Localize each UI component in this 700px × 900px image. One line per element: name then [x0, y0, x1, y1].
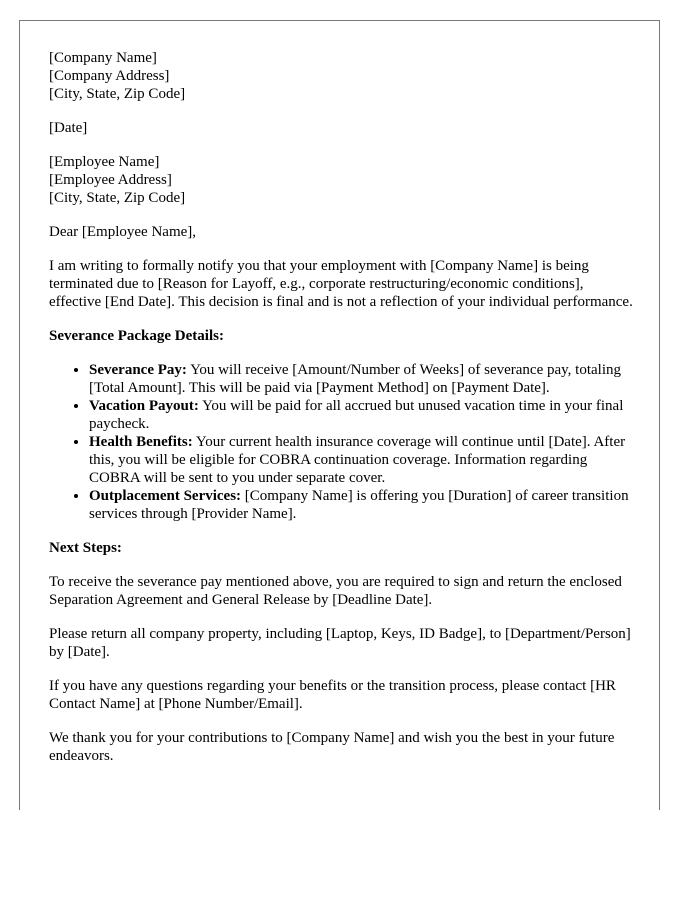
list-item-text: You will be paid for all accrued but unused vacation time in your final paycheck.	[89, 398, 624, 432]
sender-city-state-zip: [City, State, Zip Code]	[49, 86, 186, 102]
salutation: Dear [Employee Name],	[49, 224, 197, 240]
next-steps-paragraph-property: Please return all company property, including [Laptop, Keys, ID Badge], to [Department/Person] by [Date].	[49, 626, 631, 660]
severance-heading: Severance Package Details:	[49, 328, 224, 344]
recipient-employee-name: [Employee Name]	[49, 154, 160, 170]
intro-paragraph: I am writing to formally notify you that your employment with [Company Name] is being terminated due to [Reason for Layoff, e.g., corporate restructuring/economic conditions], effective [End Date]. This decision is final and is not a reflection of your individual performance.	[49, 258, 633, 310]
letter-date: [Date]	[49, 120, 88, 136]
recipient-address-block	[49, 153, 634, 207]
list-item-label: Outplacement Services:	[89, 488, 242, 504]
severance-list	[49, 361, 634, 523]
list-item-label: Health Benefits:	[89, 434, 193, 450]
list-item-text: Your current health insurance coverage will continue until [Date]. After this, you will be eligible for COBRA continuation coverage. Information regarding COBRA will be sent to you under separate cover.	[89, 434, 626, 486]
sender-company-address: [Company Address]	[49, 68, 170, 84]
next-steps-paragraph-contact: If you have any questions regarding your benefits or the transition process, please contact [HR Contact Name] at [Phone Number/Email].	[49, 678, 616, 712]
recipient-employee-address: [Employee Address]	[49, 172, 172, 188]
sender-company-name: [Company Name]	[49, 50, 157, 66]
list-item-label: Vacation Payout:	[89, 398, 199, 414]
closing-paragraph: We thank you for your contributions to [Company Name] and wish you the best in your future endeavors.	[49, 730, 615, 764]
list-item-outplacement-services	[89, 487, 634, 523]
list-item-text: [Company Name] is offering you [Duration] of career transition services through [Provider Name].	[89, 488, 629, 522]
list-item-health-benefits	[89, 433, 634, 487]
list-item-text: You will receive [Amount/Number of Weeks] of severance pay, totaling [Total Amount]. This will be paid via [Payment Method] on [Payment Date].	[89, 362, 621, 396]
letter-page	[19, 20, 660, 810]
list-item-vacation-payout	[89, 397, 634, 433]
letter-content	[49, 49, 634, 781]
list-item-label: Severance Pay:	[89, 362, 187, 378]
list-item-severance-pay	[89, 361, 634, 397]
next-steps-heading: Next Steps:	[49, 540, 122, 556]
next-steps-paragraph-agreement: To receive the severance pay mentioned above, you are required to sign and return the enclosed Separation Agreement and General Release by [Deadline Date].	[49, 574, 622, 608]
sender-address-block	[49, 49, 634, 103]
recipient-city-state-zip: [City, State, Zip Code]	[49, 190, 186, 206]
